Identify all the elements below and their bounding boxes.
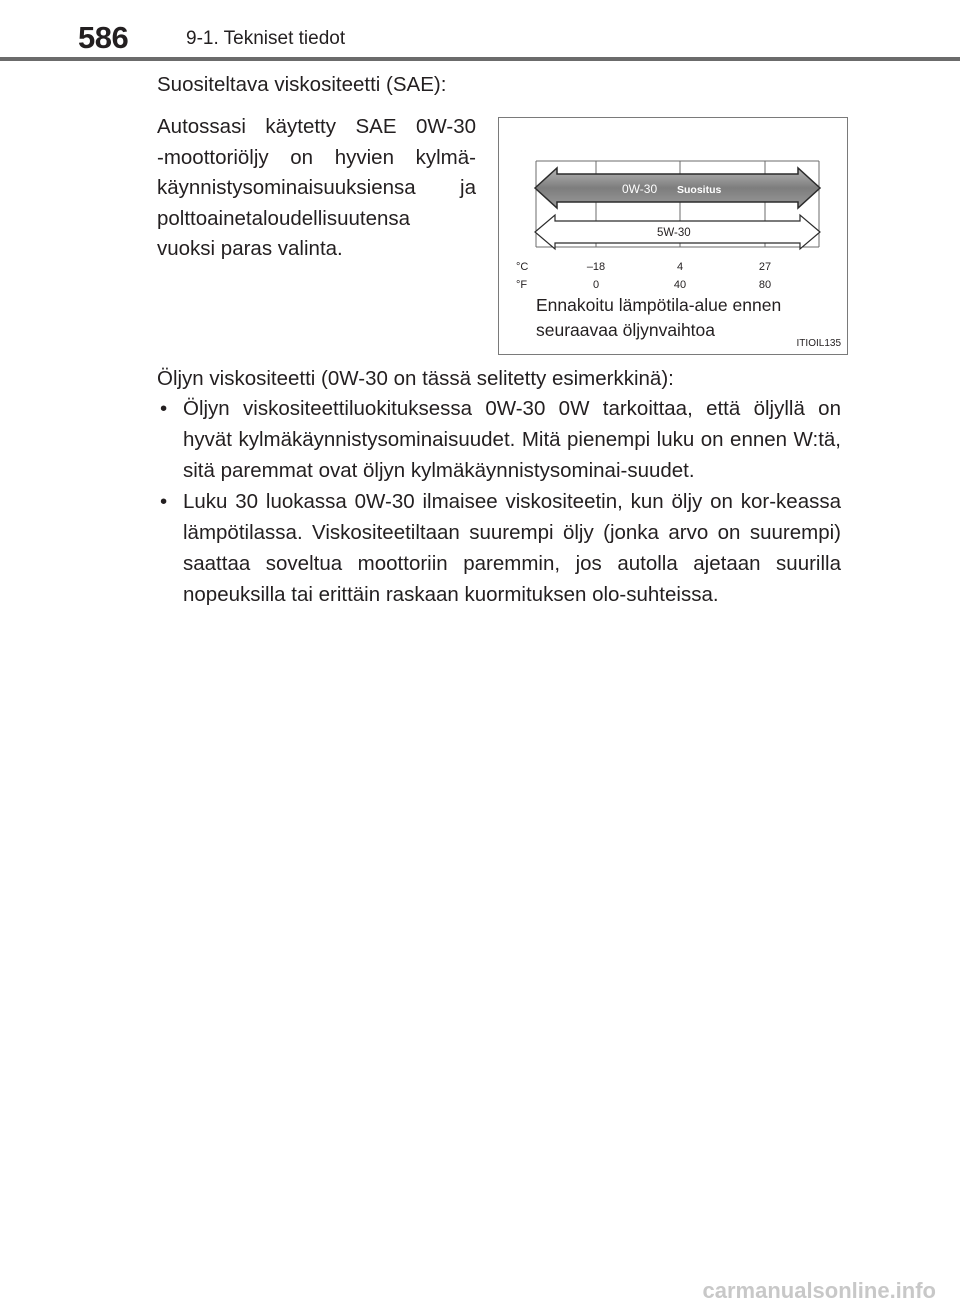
list-item xyxy=(157,486,841,610)
bullet-dot: • xyxy=(160,397,168,420)
fahrenheit-tick: 80 xyxy=(758,279,772,291)
viscosity-figure xyxy=(498,117,848,355)
list-item xyxy=(157,393,841,486)
intro-line: vuoksi paras valinta. xyxy=(157,237,343,260)
arrow-top-label: 0W-30 xyxy=(622,182,658,196)
intro-line: -moottoriöljy on hyvien kylmä- xyxy=(157,145,476,169)
fahrenheit-tick: 0 xyxy=(592,279,600,291)
viscosity-heading: Suositeltava viskositeetti (SAE): xyxy=(157,73,447,96)
bullet-list xyxy=(157,393,841,610)
celsius-tick: 4 xyxy=(676,261,684,273)
celsius-tick: –18 xyxy=(586,261,606,273)
header-rule xyxy=(0,57,960,61)
fahrenheit-unit: °F xyxy=(516,279,528,291)
intro-line: käynnistysominaisuuksiensa ja xyxy=(157,176,476,199)
watermark: carmanualsonline.info xyxy=(702,1278,936,1303)
caption-line: Ennakoitu lämpötila-alue ennen xyxy=(536,295,782,315)
celsius-unit: °C xyxy=(516,261,529,273)
celsius-tick: 27 xyxy=(758,261,772,273)
figure-code: ITIOIL135 xyxy=(796,338,841,349)
bullet-text: Öljyn viskositeettiluokituksessa 0W-30 0W tarkoittaa, että öljyllä on hyvät kylmäkäynnistysominaisuudet. Mitä pienempi luku on ennen W:tä, sitä paremmat ovat öljyn kylmäkäynnistysominai-suudet. xyxy=(183,397,841,482)
intro-line: polttoainetaloudellisuutensa xyxy=(157,206,411,230)
page-number: 586 xyxy=(78,20,129,55)
figure-caption xyxy=(536,293,781,343)
intro-line: Autossasi käytetty SAE 0W-30 xyxy=(157,115,476,138)
caption-line: seuraavaa öljynvaihtoa xyxy=(536,320,716,340)
bullet-dot: • xyxy=(160,490,168,513)
page-header xyxy=(0,0,960,64)
intro-paragraph xyxy=(157,112,476,265)
arrow-top-tag: Suositus xyxy=(677,184,722,196)
bullet-text: Luku 30 luokassa 0W-30 ilmaisee viskositeetin, kun öljy on kor-keassa lämpötilassa. Viskositeetiltaan suurempi öljy (jonka arvo on suurempi) saattaa soveltua moottoriin paremmin, jos autolla ajetaan suurilla nopeuksilla tai erittäin raskaan kuormituksen olo-suhteissa. xyxy=(183,490,841,606)
body-lead: Öljyn viskositeetti (0W-30 on tässä selitetty esimerkkinä): xyxy=(157,367,674,390)
fahrenheit-tick: 40 xyxy=(673,279,687,291)
section-title: 9-1. Tekniset tiedot xyxy=(186,28,346,49)
arrow-bottom-label: 5W-30 xyxy=(657,227,691,239)
